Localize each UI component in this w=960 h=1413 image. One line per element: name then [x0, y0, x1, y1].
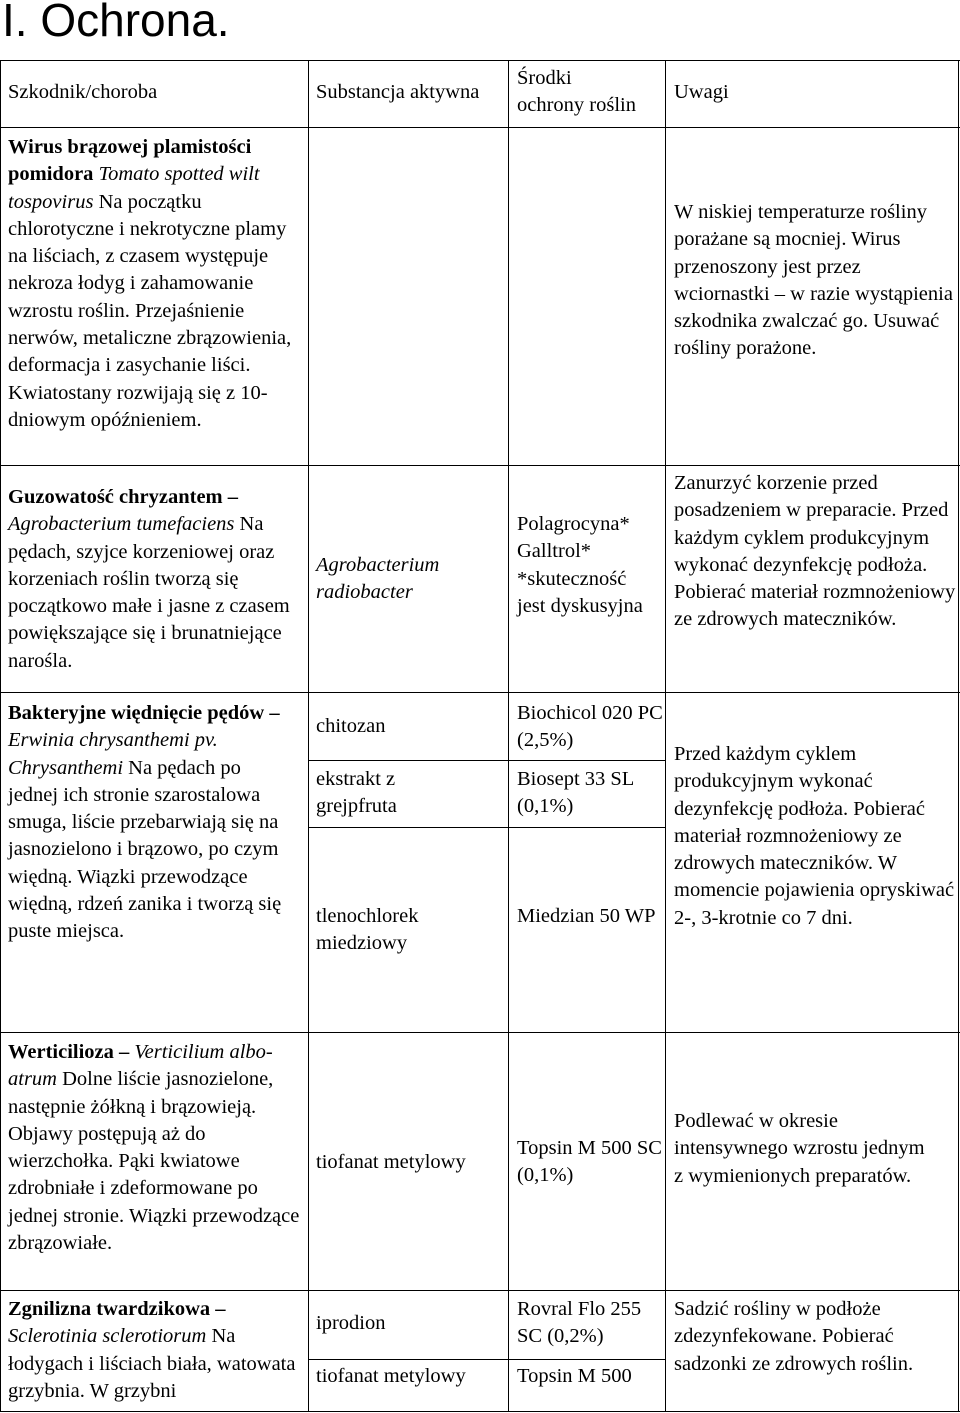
row4-pest-cell: [8, 1039, 306, 1257]
header-substance: Substancja aktywna: [316, 81, 480, 103]
row3-product-2: Biosept 33 SL (0,1%): [517, 768, 634, 818]
row3-substance-1: chitozan: [316, 715, 386, 737]
row3-pest-latin: Erwinia chrysanthemi pv. Chrysanthemi: [8, 729, 218, 779]
row3-substance-2: ekstrakt z grejpfruta: [316, 768, 397, 818]
row5-pest-description: Na łodygach i liściach biała, watowata grzybnia. W grzybni: [8, 1325, 296, 1402]
row5-product-2: Topsin M 500: [517, 1365, 632, 1387]
row1-pest-description: Na początku chlorotyczne i nekrotyczne plamy na liściach, z czasem występuje nekroza łodyg i zahamowanie wzrostu roślin. Przejaśnienie nerwów, metaliczne zbrązowienia, deformacja i zasychanie liści. Kwiatostany rozwijają się z 10-dniowym opóźnieniem.: [8, 190, 292, 431]
row2-pest-latin: Agrobacterium tumefaciens: [8, 513, 235, 536]
row4-substance: tiofanat metylowy: [316, 1151, 466, 1173]
header-products-line2: ochrony roślin: [517, 94, 636, 117]
row5-product-1: Rovral Flo 255 SC (0,2%): [517, 1298, 642, 1348]
row2-substance: Agrobacterium radiobacter: [316, 554, 440, 604]
row5-substance-1: iprodion: [316, 1312, 386, 1334]
header-products-line1: Środki: [517, 67, 572, 89]
row1-pest-name: Wirus brązowej plamistości pomidora: [8, 136, 252, 186]
row4-pest-latin: Verticilium albo-atrum: [8, 1041, 273, 1091]
row1-pest-latin: Tomato spotted wilt tospovirus: [8, 163, 260, 213]
row2-pest-description: Na pędach, szyjce korzeniowej oraz korzeniach roślin tworzą się początkowo małe i jasne z czasem powiększające się i brunatniejące narośla.: [8, 513, 290, 672]
row1-notes: W niskiej temperaturze rośliny porażane są mocniej. Wirus przenoszony jest przez wciornastki – w razie wystąpienia szkodnika zwalczać go. Usuwać rośliny porażone.: [674, 201, 953, 360]
row5-notes: Sadzić rośliny w podłoże zdezynfekowane. Pobierać sadzonki ze zdrowych roślin.: [674, 1298, 914, 1375]
row5-substance-2: tiofanat metylowy: [316, 1365, 466, 1387]
row4-notes: Podlewać w okresie intensywnego wzrostu jednym z wymienionych preparatów.: [674, 1110, 925, 1187]
row4-pest-name: Werticilioza –: [8, 1041, 130, 1063]
row3-pest-name: Bakteryjne więdnięcie pędów –: [8, 702, 280, 724]
row2-products: Polagrocyna* Galltrol* *skuteczność jest dyskusyjna: [517, 513, 643, 617]
row3-product-3: Miedzian 50 WP: [517, 905, 656, 927]
row1-pest-cell: [8, 134, 306, 434]
row3-product-1: Biochicol 020 PC (2,5%): [517, 702, 663, 752]
row5-pest-latin: Sclerotinia sclerotiorum: [8, 1325, 207, 1348]
row3-pest-description: Na pędach po jednej ich stronie szarostalowa smuga, liście przebarwiają się na jasnozielono i brązowo, po czym więdną. Wiązki przewodzące więdną, rdzeń zanika i tworzą się puste miejsca.: [8, 756, 282, 943]
row2-pest-name: Guzowatość chryzantem –: [8, 486, 239, 508]
row4-products: Topsin M 500 SC (0,1%): [517, 1137, 662, 1187]
document-title: I. Ochrona.: [2, 0, 230, 46]
row5-pest-name: Zgnilizna twardzikowa –: [8, 1298, 226, 1320]
row2-pest-cell: [8, 484, 306, 675]
row3-pest-cell: [8, 700, 290, 946]
row5-pest-cell: [8, 1296, 306, 1405]
header-notes: Uwagi: [674, 81, 729, 103]
row4-pest-description: Dolne liście jasnozielone, następnie żółkną i brązowieją. Objawy postępują aż do wierzchołka. Pąki kwiatowe zdrobniałe i zdeformowane po jednej stronie. Wiązki przewodzące zbrązowiałe.: [8, 1068, 300, 1255]
row3-substance-3: tlenochlorek miedziowy: [316, 905, 419, 955]
header-pest: Szkodnik/choroba: [8, 81, 158, 103]
row2-notes: Zanurzyć korzenie przed posadzeniem w preparacie. Przed każdym cyklem produkcyjnym wykonać dezynfekcję podłoża. Pobierać materiał rozmnożeniowy ze zdrowych mateczników.: [674, 472, 956, 631]
row3-notes: Przed każdym cyklem produkcyjnym wykonać dezynfekcję podłoża. Pobierać materiał rozmnożeniowy ze zdrowych mateczników. W momencie pojawienia opryskiwać 2-, 3-krotnie co 7 dni.: [674, 743, 955, 929]
header-products: [517, 65, 663, 120]
